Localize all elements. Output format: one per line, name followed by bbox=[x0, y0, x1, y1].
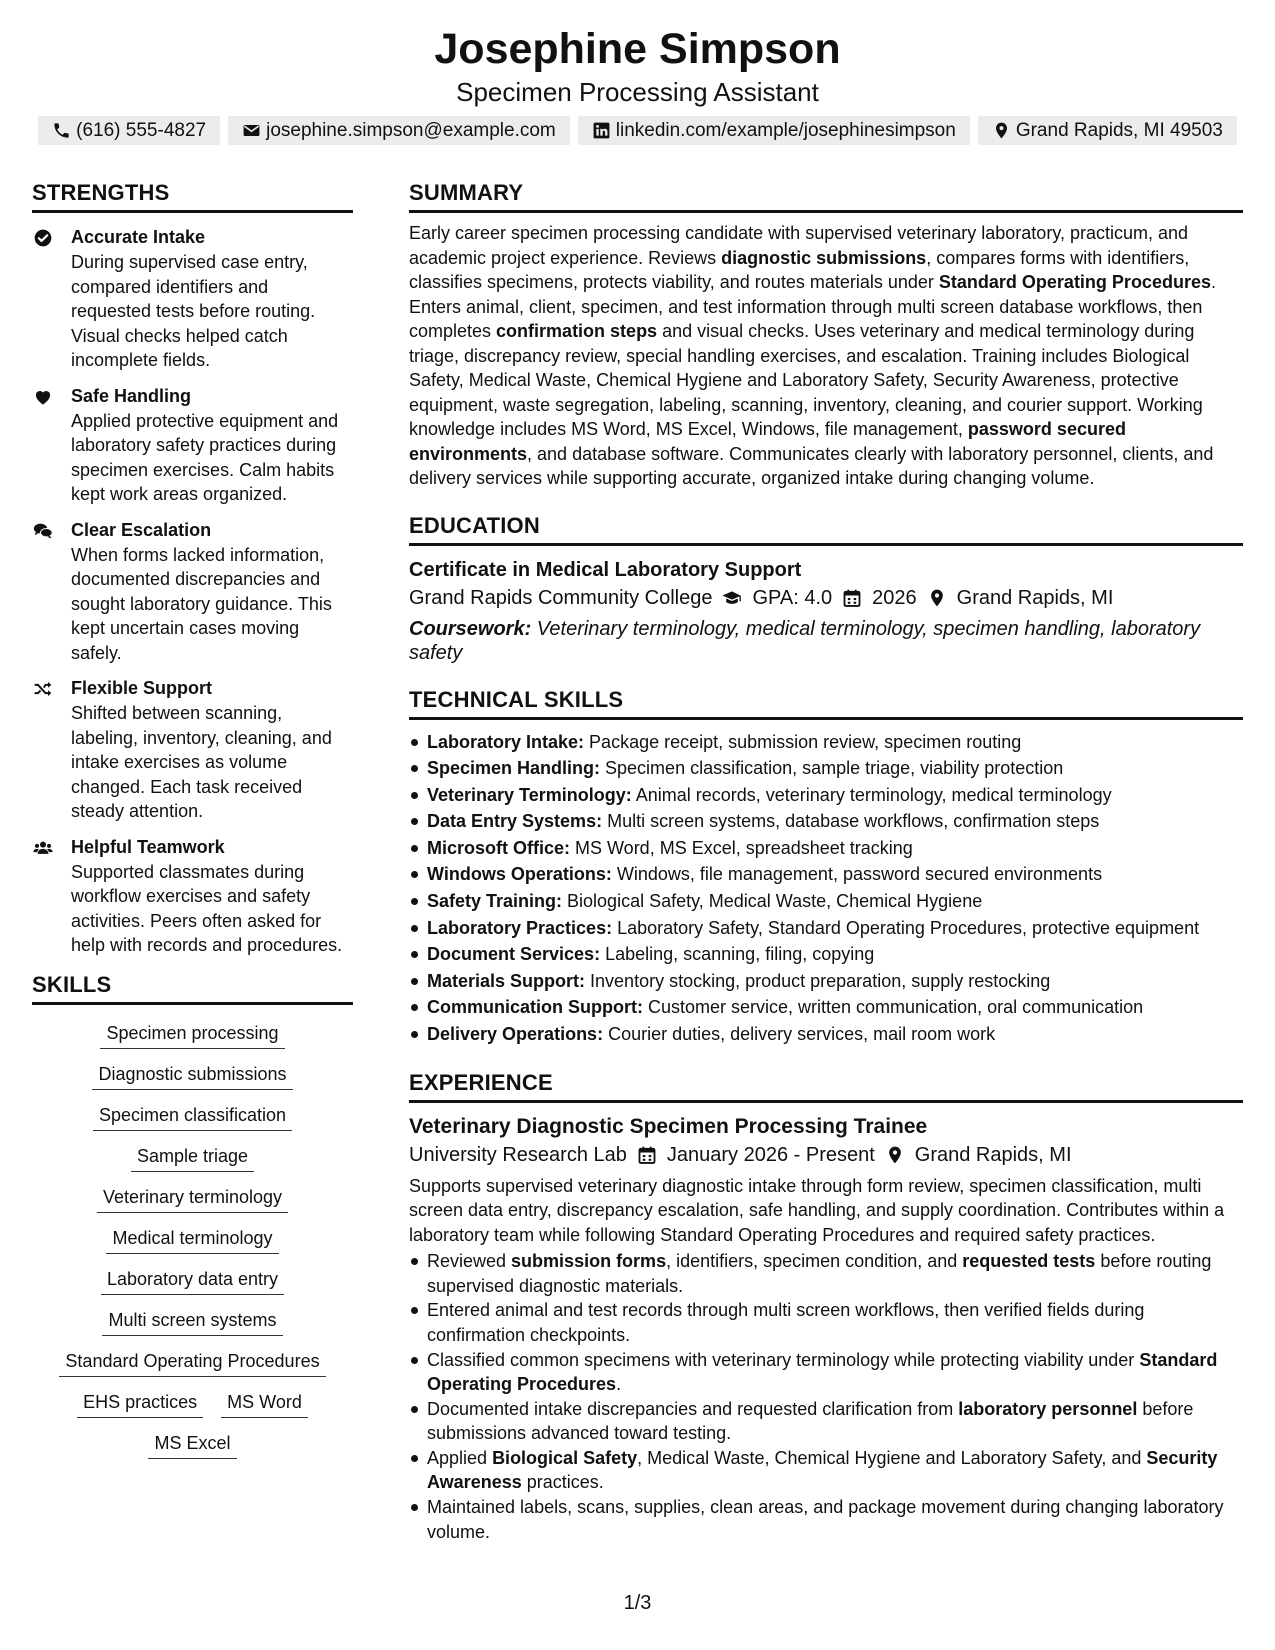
skill-tag: Medical terminology bbox=[106, 1226, 278, 1254]
bullet-emphasis: Security Awareness bbox=[427, 1447, 1218, 1493]
summary-text: , and database software. Communicates clearly with laboratory personnel, clients, and delivery services while supporting accurate, organized intake during changing volume. bbox=[409, 443, 1214, 488]
strength-item bbox=[32, 518, 353, 666]
skill-details: Courier duties, delivery services, mail room work bbox=[603, 1024, 996, 1045]
bullet-text: , Medical Waste, Chemical Hygiene and Laboratory Safety, and bbox=[637, 1447, 1147, 1468]
graduation-cap-icon bbox=[722, 588, 742, 608]
experience-heading: EXPERIENCE bbox=[409, 1068, 1243, 1103]
linkedin-icon bbox=[592, 121, 611, 140]
strength-title: Safe Handling bbox=[71, 385, 192, 406]
summary-emphasis: Standard Operating Procedures bbox=[938, 272, 1211, 292]
strength-title: Helpful Teamwork bbox=[71, 836, 225, 857]
summary-emphasis: password secured environments bbox=[409, 419, 1126, 464]
graduation-year: 2026 bbox=[872, 586, 917, 609]
skill-details: Windows, file management, password secured environments bbox=[611, 864, 1103, 885]
skill-tag: Sample triage bbox=[131, 1144, 254, 1172]
job-bullet bbox=[409, 1249, 1243, 1298]
skills-tag-list bbox=[32, 1021, 353, 1459]
job-location: Grand Rapids, MI bbox=[914, 1143, 1072, 1166]
skill-tag: Multi screen systems bbox=[102, 1308, 282, 1336]
strength-item bbox=[32, 835, 353, 958]
contact-email[interactable] bbox=[228, 116, 570, 145]
bullet-text: Applied bbox=[427, 1447, 493, 1468]
strength-item bbox=[32, 225, 353, 373]
bullet-text: Documented intake discrepancies and requested clarification from bbox=[427, 1398, 959, 1419]
page-number: 1/3 bbox=[623, 1592, 652, 1614]
bullet-emphasis: laboratory personnel bbox=[958, 1398, 1138, 1419]
strength-title: Clear Escalation bbox=[71, 519, 212, 540]
skill-category: Specimen Handling: bbox=[427, 758, 601, 779]
skill-details: Customer service, written communication, oral communication bbox=[642, 997, 1144, 1018]
technical-skill-item bbox=[409, 968, 1243, 995]
strength-description: When forms lacked information, documented discrepancies and sought laboratory guidance. This kept uncertain cases moving safely. bbox=[71, 544, 332, 663]
comments-icon bbox=[32, 521, 54, 541]
bullet-emphasis: Standard Operating Procedures bbox=[427, 1349, 1218, 1394]
email-icon bbox=[242, 121, 261, 140]
calendar-icon bbox=[637, 1145, 657, 1165]
contact-phone-text: (616) 555-4827 bbox=[76, 119, 207, 141]
job-bullet bbox=[409, 1495, 1243, 1544]
job-title: Veterinary Diagnostic Specimen Processing Trainee bbox=[409, 1114, 928, 1138]
skill-category: Veterinary Terminology: bbox=[427, 784, 632, 805]
strength-item bbox=[32, 384, 353, 507]
job-bullets bbox=[409, 1249, 1243, 1544]
skill-category: Microsoft Office: bbox=[427, 837, 571, 858]
technical-skills-heading: TECHNICAL SKILLS bbox=[409, 685, 1243, 720]
strength-title: Accurate Intake bbox=[71, 227, 206, 247]
coursework bbox=[409, 617, 1243, 665]
degree-title: Certificate in Medical Laboratory Support bbox=[409, 558, 802, 581]
skill-tag: Laboratory data entry bbox=[101, 1267, 284, 1295]
contact-location bbox=[978, 116, 1237, 145]
skill-details: Specimen classification, sample triage, viability protection bbox=[600, 758, 1064, 779]
skill-tag: MS Word bbox=[221, 1390, 308, 1418]
summary-emphasis: diagnostic submissions bbox=[721, 247, 927, 268]
skill-details: Biological Safety, Medical Waste, Chemical Hygiene bbox=[562, 891, 983, 912]
job-meta bbox=[409, 1141, 1243, 1170]
bullet-emphasis: Biological Safety bbox=[492, 1447, 638, 1468]
strength-item bbox=[32, 676, 353, 824]
summary-heading: SUMMARY bbox=[409, 178, 1243, 213]
left-column bbox=[32, 178, 353, 1459]
resume-header bbox=[0, 22, 1275, 145]
strength-title: Flexible Support bbox=[71, 678, 213, 698]
gpa: GPA: 4.0 bbox=[752, 586, 833, 609]
employer-name: University Research Lab bbox=[409, 1143, 627, 1166]
skill-details: Multi screen systems, database workflows, confirmation steps bbox=[602, 811, 1100, 832]
technical-skill-item bbox=[409, 835, 1243, 862]
summary-text: and visual checks. Uses veterinary and medical terminology during triage, discrepancy review, special handling exercises, and escalation. Training includes Biological Safety, Medical Waste, Chemical Hygiene and Laboratory Safety, Security Awareness, protective equipment, waste segregation, labeling, scanning, inventory, cleaning, and courier support. Working knowledge includes MS Word, MS Excel, Windows, file management, bbox=[409, 321, 1203, 439]
technical-skill-item bbox=[409, 729, 1243, 756]
strengths-heading: STRENGTHS bbox=[32, 178, 353, 213]
job-bullet bbox=[409, 1298, 1243, 1347]
skill-tag: Specimen classification bbox=[93, 1103, 292, 1131]
job-bullet bbox=[409, 1446, 1243, 1495]
skill-tag: Veterinary terminology bbox=[97, 1185, 288, 1213]
technical-skill-item bbox=[409, 861, 1243, 888]
skill-category: Safety Training: bbox=[427, 891, 563, 912]
bullet-text: before routing supervised diagnostic materials. bbox=[427, 1251, 1212, 1296]
job-bullet bbox=[409, 1397, 1243, 1446]
technical-skill-item bbox=[409, 941, 1243, 968]
location-pin-icon bbox=[885, 1145, 905, 1165]
skill-category: Windows Operations: bbox=[427, 864, 612, 885]
technical-skill-item bbox=[409, 1021, 1243, 1048]
skill-details: Animal records, veterinary terminology, medical terminology bbox=[631, 784, 1112, 805]
bullet-text: before submissions advanced toward testing. bbox=[427, 1398, 1194, 1444]
contact-bar bbox=[0, 116, 1275, 145]
job-bullet bbox=[409, 1348, 1243, 1397]
summary-emphasis: confirmation steps bbox=[496, 321, 658, 341]
check-circle-icon bbox=[32, 228, 54, 248]
shuffle-icon bbox=[32, 679, 54, 699]
contact-location-text: Grand Rapids, MI 49503 bbox=[1015, 119, 1223, 141]
location-pin-icon bbox=[927, 588, 947, 608]
bullet-emphasis: submission forms bbox=[511, 1251, 667, 1272]
location-pin-icon bbox=[992, 121, 1011, 140]
skill-category: Delivery Operations: bbox=[427, 1024, 604, 1045]
skill-category: Laboratory Practices: bbox=[427, 917, 613, 938]
skill-category: Communication Support: bbox=[427, 997, 643, 1018]
technical-skill-item bbox=[409, 808, 1243, 835]
job-description: Supports supervised veterinary diagnostic intake through form review, specimen classification, multi screen data entry, discrepancy escalation, safe handling, and supply coordination. Contributes within a laboratory team while following Standard Operating Procedures and required safety practices. bbox=[409, 1175, 1225, 1245]
users-icon bbox=[32, 838, 54, 858]
phone-icon bbox=[52, 121, 71, 140]
summary-text: , compares forms with identifiers, classifies specimens, protects viability, and routes materials under bbox=[409, 247, 1190, 292]
heart-icon bbox=[32, 387, 54, 407]
technical-skill-item bbox=[409, 782, 1243, 809]
skill-tag: EHS practices bbox=[77, 1390, 203, 1418]
summary-text: Early career specimen processing candidate with supervised veterinary laboratory, practicum, and academic project experience. Reviews bbox=[409, 223, 1189, 268]
contact-linkedin-text: linkedin.com/example/josephinesimpson bbox=[615, 119, 956, 141]
summary-text: . Enters animal, client, specimen, and test information through multi screen database workflows, then completes bbox=[409, 272, 1216, 341]
right-column bbox=[409, 178, 1243, 1544]
strength-description: Shifted between scanning, labeling, inventory, cleaning, and intake exercises as volume changed. Each task received steady attention. bbox=[71, 703, 332, 821]
coursework-label: Coursework: bbox=[409, 617, 532, 640]
candidate-title: Specimen Processing Assistant bbox=[456, 77, 819, 107]
skill-details: Laboratory Safety, Standard Operating Procedures, protective equipment bbox=[612, 917, 1200, 938]
skill-category: Laboratory Intake: bbox=[427, 731, 585, 752]
bullet-text: Entered animal and test records through multi screen workflows, then verified fields during confirmation checkpoints. bbox=[427, 1300, 1145, 1345]
bullet-text: Classified common specimens with veterinary terminology while protecting viability under bbox=[427, 1349, 1140, 1370]
technical-skills-list bbox=[409, 729, 1243, 1048]
school-name: Grand Rapids Community College bbox=[409, 586, 713, 609]
skill-tag: MS Excel bbox=[148, 1431, 236, 1459]
bullet-text: , identifiers, specimen condition, and bbox=[666, 1251, 963, 1272]
skills-heading: SKILLS bbox=[32, 970, 353, 1005]
strength-description: During supervised case entry, compared identifiers and requested tests before routing. Visual checks helped catch incomplete fields. bbox=[71, 252, 316, 370]
calendar-icon bbox=[842, 588, 862, 608]
skill-details: Package receipt, submission review, specimen routing bbox=[584, 731, 1022, 752]
skill-category: Document Services: bbox=[427, 944, 601, 965]
technical-skill-item bbox=[409, 994, 1243, 1021]
technical-skill-item bbox=[409, 888, 1243, 915]
bullet-text: practices. bbox=[521, 1472, 604, 1493]
skill-details: Labeling, scanning, filing, copying bbox=[600, 944, 875, 965]
candidate-name: Josephine Simpson bbox=[434, 25, 841, 73]
skill-category: Data Entry Systems: bbox=[427, 811, 603, 832]
skill-details: Inventory stocking, product preparation, supply restocking bbox=[585, 970, 1051, 991]
summary-paragraph bbox=[409, 221, 1243, 491]
skill-tag: Diagnostic submissions bbox=[92, 1062, 292, 1090]
technical-skill-item bbox=[409, 755, 1243, 782]
education-heading: EDUCATION bbox=[409, 511, 1243, 546]
strengths-list bbox=[32, 225, 353, 958]
strength-description: Supported classmates during workflow exercises and safety activities. Peers often asked for help with records and procedures. bbox=[71, 861, 343, 955]
coursework-list: Veterinary terminology, medical terminology, specimen handling, laboratory safety bbox=[409, 617, 1201, 664]
skill-tag: Specimen processing bbox=[100, 1021, 284, 1049]
technical-skill-item bbox=[409, 915, 1243, 942]
bullet-emphasis: requested tests bbox=[962, 1251, 1096, 1272]
bullet-text: Maintained labels, scans, supplies, clean areas, and package movement during changing laboratory volume. bbox=[427, 1497, 1224, 1542]
skill-category: Materials Support: bbox=[427, 970, 586, 991]
education-meta bbox=[409, 584, 1243, 613]
contact-phone[interactable] bbox=[38, 116, 220, 145]
skill-tag: Standard Operating Procedures bbox=[59, 1349, 325, 1377]
job-dates: January 2026 - Present bbox=[666, 1143, 875, 1166]
bullet-text: . bbox=[616, 1374, 622, 1394]
bullet-text: Reviewed bbox=[427, 1251, 512, 1272]
education-location: Grand Rapids, MI bbox=[956, 586, 1114, 609]
contact-email-text: josephine.simpson@example.com bbox=[266, 119, 556, 141]
contact-linkedin[interactable] bbox=[578, 116, 970, 145]
skill-details: MS Word, MS Excel, spreadsheet tracking bbox=[570, 837, 913, 858]
strength-description: Applied protective equipment and laboratory safety practices during specimen exercises. Calm habits kept work areas organized. bbox=[71, 410, 339, 504]
